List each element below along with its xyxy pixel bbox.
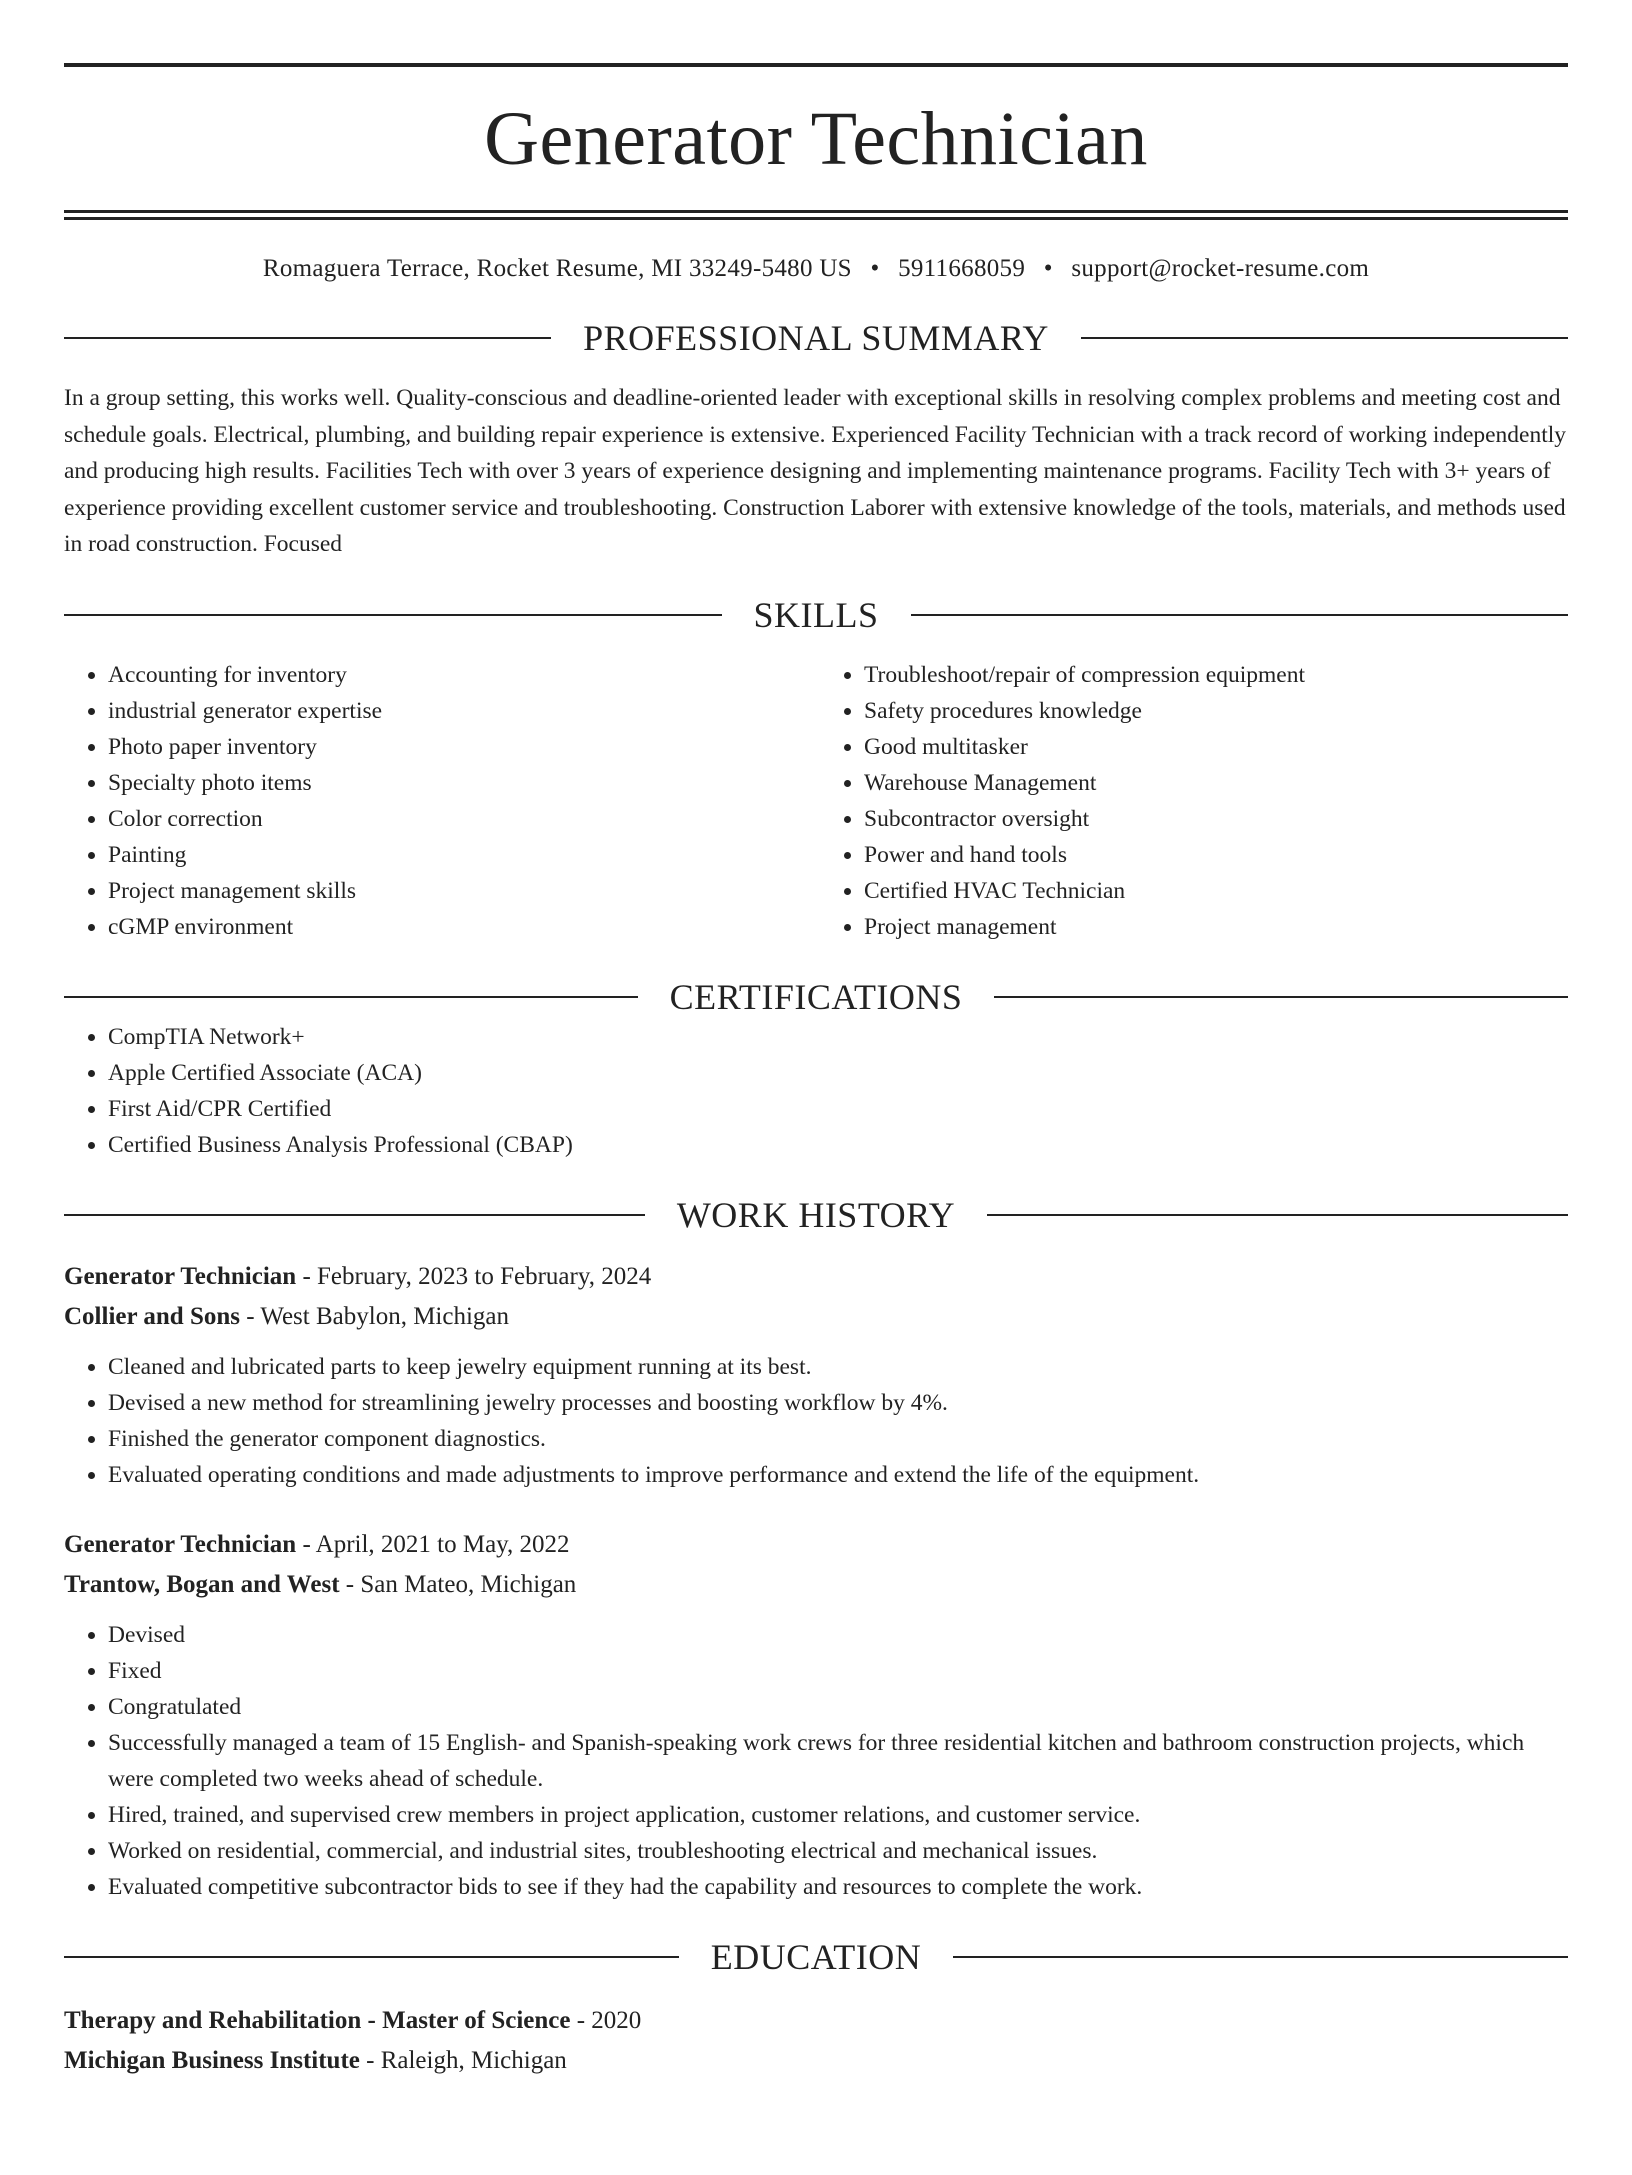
contact-email: support@rocket-resume.com: [1071, 255, 1370, 282]
contact-separator: •: [1043, 255, 1053, 282]
heading-rule-left: [64, 1956, 679, 1958]
section-heading-skills: [64, 593, 1568, 637]
section-heading-education: [64, 1935, 1568, 1979]
heading-rule-left: [64, 996, 638, 998]
skill-item: • Power and hand tools: [864, 837, 1568, 873]
job-bullet: • Finished the generator component diagnostics.: [108, 1421, 1568, 1457]
job-title: Generator Technician: [64, 1530, 297, 1558]
job-entry: [64, 1257, 1568, 1493]
job-bullet: • Worked on residential, commercial, and industrial sites, troubleshooting electrical and mechanical issues.: [108, 1833, 1568, 1869]
resume-page: [0, 63, 1632, 2175]
education-school: Michigan Business Institute: [64, 2046, 360, 2074]
job-title-line: [64, 1525, 1568, 1565]
skill-item: • Warehouse Management: [864, 765, 1568, 801]
top-rule: [64, 63, 1568, 67]
job-title: Generator Technician: [64, 1262, 297, 1290]
job-bullet: • Hired, trained, and supervised crew members in project application, customer relations, and customer service.: [108, 1797, 1568, 1833]
skills-list-right: [812, 657, 1568, 945]
education-degree: Therapy and Rehabilitation - Master of Science: [64, 2006, 571, 2034]
summary-heading: PROFESSIONAL SUMMARY: [583, 318, 1049, 358]
job-bullet: • Congratulated: [108, 1689, 1568, 1725]
education-location: - Raleigh, Michigan: [359, 2046, 567, 2074]
job-bullets: [64, 1617, 1568, 1905]
skills-grid: [64, 657, 1568, 945]
job-location: - West Babylon, Michigan: [239, 1302, 510, 1330]
skill-item: • Subcontractor oversight: [864, 801, 1568, 837]
certifications-heading: CERTIFICATIONS: [669, 976, 963, 1017]
job-dates: - April, 2021 to May, 2022: [296, 1530, 570, 1558]
certification-item: • First Aid/CPR Certified: [108, 1091, 1568, 1127]
skill-item: • Accounting for inventory: [108, 657, 812, 693]
job-bullet: • Devised: [108, 1617, 1568, 1653]
job-location: - San Mateo, Michigan: [339, 1570, 577, 1598]
skill-item: • Good multitasker: [864, 729, 1568, 765]
summary-text: In a group setting, this works well. Quality-conscious and deadline-oriented leader with exceptional skills in resolving complex problems and meeting cost and schedule goals. Electrical, plumbing, and building repair experience is extensive. Experienced Facility Technician with a track record of working independently and producing high results. Facilities Tech with over 3 years of experience designing and implementing maintenance programs. Facility Tech with 3+ years of experience providing excellent customer service and troubleshooting. Construction Laborer with extensive knowledge of the tools, materials, and methods used in road construction. Focused: [64, 385, 1567, 557]
resume-title: Generator Technician: [484, 97, 1148, 181]
skill-item: • Photo paper inventory: [108, 729, 812, 765]
skills-list-left: [64, 657, 812, 945]
work-history-heading: WORK HISTORY: [676, 1194, 956, 1235]
skill-item: • Painting: [108, 837, 812, 873]
skill-item: • Safety procedures knowledge: [864, 693, 1568, 729]
skill-item: • Troubleshoot/repair of compression equipment: [864, 657, 1568, 693]
job-entry: [64, 1525, 1568, 1905]
job-bullet: • Devised a new method for streamlining jewelry processes and boosting workflow by 4%.: [108, 1385, 1568, 1421]
skill-item: • cGMP environment: [108, 909, 812, 945]
heading-rule-right: [911, 614, 1569, 616]
education-school-line: [64, 2041, 1568, 2081]
heading-rule-left: [64, 337, 551, 339]
skill-item: • Color correction: [108, 801, 812, 837]
job-company: Trantow, Bogan and West: [64, 1570, 340, 1598]
contact-phone: 5911668059: [898, 255, 1026, 282]
job-company-line: [64, 1297, 1568, 1337]
skill-item: • Project management skills: [108, 873, 812, 909]
heading-rule-left: [64, 614, 722, 616]
heading-rule-left: [64, 1214, 645, 1216]
heading-rule-right: [953, 1956, 1568, 1958]
section-heading-work-history: [64, 1193, 1568, 1237]
job-bullet: • Cleaned and lubricated parts to keep jewelry equipment running at its best.: [108, 1349, 1568, 1385]
education-heading: EDUCATION: [710, 1936, 922, 1977]
skill-item: • Project management: [864, 909, 1568, 945]
job-dates: - February, 2023 to February, 2024: [296, 1262, 652, 1290]
certification-item: • Apple Certified Associate (ACA): [108, 1055, 1568, 1091]
job-bullet: • Evaluated operating conditions and made adjustments to improve performance and extend the life of the equipment.: [108, 1457, 1568, 1493]
job-company: Collier and Sons: [64, 1302, 240, 1330]
skills-heading: SKILLS: [753, 594, 879, 635]
contact-separator: •: [870, 255, 880, 282]
contact-address: Romaguera Terrace, Rocket Resume, MI 33249-5480 US: [262, 255, 852, 282]
skill-item: • Specialty photo items: [108, 765, 812, 801]
section-heading-certifications: [64, 975, 1568, 1019]
skill-item: • industrial generator expertise: [108, 693, 812, 729]
education-degree-line: [64, 2001, 1568, 2041]
education-entry: [64, 2001, 1568, 2081]
certifications-list: [64, 1019, 1568, 1163]
job-bullet: • Fixed: [108, 1653, 1568, 1689]
certification-item: • Certified Business Analysis Professional (CBAP): [108, 1127, 1568, 1163]
certification-item: • CompTIA Network+: [108, 1019, 1568, 1055]
job-company-line: [64, 1565, 1568, 1605]
contact-line: [64, 252, 1568, 286]
skill-item: • Certified HVAC Technician: [864, 873, 1568, 909]
job-bullet: • Successfully managed a team of 15 English- and Spanish-speaking work crews for three residential kitchen and bathroom construction projects, which were completed two weeks ahead of schedule.: [108, 1725, 1568, 1797]
title-double-rule: [64, 210, 1568, 220]
heading-rule-right: [994, 996, 1568, 998]
job-title-line: [64, 1257, 1568, 1297]
heading-rule-right: [1081, 337, 1568, 339]
education-year: - 2020: [570, 2006, 642, 2034]
section-heading-summary: [64, 316, 1568, 360]
heading-rule-right: [987, 1214, 1568, 1216]
job-bullets: [64, 1349, 1568, 1493]
job-bullet: • Evaluated competitive subcontractor bids to see if they had the capability and resources to complete the work.: [108, 1869, 1568, 1905]
